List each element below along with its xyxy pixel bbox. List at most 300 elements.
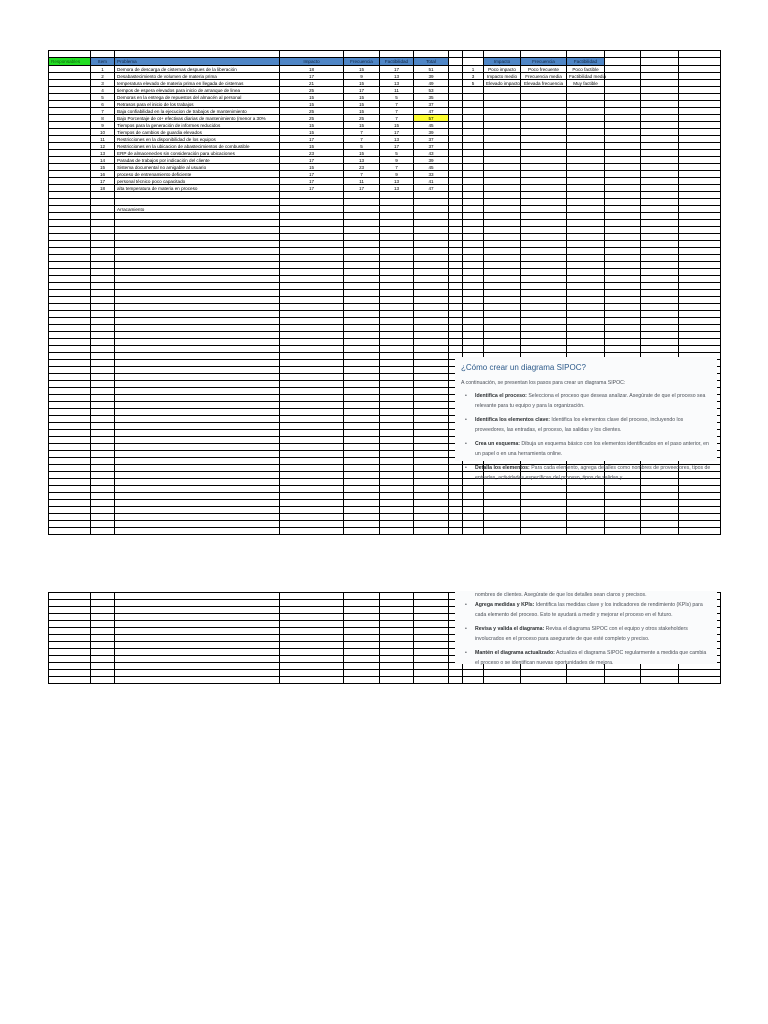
cell[interactable] <box>115 199 280 206</box>
cell[interactable] <box>49 255 91 262</box>
cell[interactable] <box>463 206 484 213</box>
cell[interactable] <box>463 486 484 493</box>
cell[interactable] <box>605 206 641 213</box>
cell[interactable] <box>605 262 641 269</box>
cell[interactable] <box>115 621 280 628</box>
cell[interactable] <box>344 593 380 600</box>
cell[interactable] <box>115 353 280 360</box>
item-cell[interactable]: 9 <box>91 122 115 129</box>
cell[interactable] <box>567 122 605 129</box>
cell[interactable] <box>484 670 521 677</box>
frequency-cell[interactable]: 11 <box>344 178 380 185</box>
cell[interactable] <box>344 367 380 374</box>
cell[interactable] <box>344 206 380 213</box>
cell[interactable] <box>679 507 721 514</box>
cell[interactable] <box>280 500 344 507</box>
cell[interactable] <box>605 304 641 311</box>
cell[interactable] <box>484 248 521 255</box>
cell[interactable] <box>49 465 91 472</box>
impact-cell[interactable]: 17 <box>280 185 344 192</box>
cell[interactable] <box>484 51 521 58</box>
cell[interactable] <box>449 325 463 332</box>
cell[interactable] <box>344 192 380 199</box>
cell[interactable] <box>380 409 414 416</box>
impact-cell[interactable]: 15 <box>280 143 344 150</box>
cell[interactable] <box>280 444 344 451</box>
cell[interactable] <box>641 500 679 507</box>
responsables-cell[interactable] <box>49 171 91 178</box>
cell[interactable] <box>380 248 414 255</box>
cell[interactable] <box>115 325 280 332</box>
cell[interactable] <box>567 500 605 507</box>
feasibility-cell[interactable]: 17 <box>380 66 414 73</box>
cell[interactable] <box>91 458 115 465</box>
cell[interactable] <box>414 276 449 283</box>
cell[interactable] <box>344 670 380 677</box>
cell[interactable] <box>567 325 605 332</box>
cell[interactable] <box>280 227 344 234</box>
cell[interactable] <box>280 521 344 528</box>
cell[interactable] <box>91 416 115 423</box>
cell[interactable] <box>567 192 605 199</box>
cell[interactable] <box>380 381 414 388</box>
cell[interactable] <box>344 642 380 649</box>
cell[interactable] <box>679 283 721 290</box>
cell[interactable] <box>91 521 115 528</box>
annotation-cell[interactable]: Arracamiento <box>115 206 280 213</box>
cell[interactable] <box>49 663 91 670</box>
problem-cell[interactable]: proceso de entrenamiento deficiente <box>115 171 280 178</box>
cell[interactable] <box>414 227 449 234</box>
cell[interactable] <box>49 297 91 304</box>
frequency-cell[interactable]: 17 <box>344 185 380 192</box>
cell[interactable] <box>641 241 679 248</box>
responsables-cell[interactable] <box>49 150 91 157</box>
cell[interactable] <box>463 101 484 108</box>
cell[interactable] <box>463 129 484 136</box>
item-cell[interactable]: 10 <box>91 129 115 136</box>
responsables-cell[interactable] <box>49 73 91 80</box>
cell[interactable] <box>484 241 521 248</box>
cell[interactable] <box>463 171 484 178</box>
cell[interactable] <box>91 51 115 58</box>
cell[interactable] <box>449 164 463 171</box>
feasibility-cell[interactable]: 13 <box>380 73 414 80</box>
cell[interactable] <box>280 507 344 514</box>
item-cell[interactable]: 2 <box>91 73 115 80</box>
cell[interactable] <box>605 108 641 115</box>
impact-cell[interactable]: 25 <box>280 115 344 122</box>
cell[interactable] <box>49 339 91 346</box>
problem-cell[interactable]: personal técnico poco capacitado <box>115 178 280 185</box>
cell[interactable] <box>679 178 721 185</box>
cell[interactable] <box>280 458 344 465</box>
cell[interactable] <box>380 472 414 479</box>
cell[interactable] <box>679 227 721 234</box>
cell[interactable] <box>344 614 380 621</box>
responsables-cell[interactable] <box>49 157 91 164</box>
cell[interactable] <box>463 150 484 157</box>
feasibility-cell[interactable]: 17 <box>380 143 414 150</box>
cell[interactable] <box>641 304 679 311</box>
cell[interactable] <box>449 185 463 192</box>
cell[interactable] <box>49 402 91 409</box>
cell[interactable] <box>641 283 679 290</box>
cell[interactable] <box>380 332 414 339</box>
cell[interactable] <box>521 514 567 521</box>
cell[interactable] <box>641 339 679 346</box>
cell[interactable] <box>280 332 344 339</box>
cell[interactable] <box>115 493 280 500</box>
impact-cell[interactable]: 15 <box>280 101 344 108</box>
cell[interactable] <box>344 444 380 451</box>
cell[interactable] <box>449 670 463 677</box>
feasibility-cell[interactable]: 13 <box>380 178 414 185</box>
cell[interactable] <box>380 402 414 409</box>
cell[interactable] <box>115 290 280 297</box>
cell[interactable] <box>521 248 567 255</box>
feasibility-cell[interactable]: 7 <box>380 115 414 122</box>
cell[interactable] <box>280 635 344 642</box>
cell[interactable] <box>484 206 521 213</box>
cell[interactable] <box>521 206 567 213</box>
cell[interactable] <box>641 129 679 136</box>
cell[interactable] <box>115 593 280 600</box>
cell[interactable] <box>280 486 344 493</box>
cell[interactable] <box>605 325 641 332</box>
cell[interactable] <box>605 129 641 136</box>
cell[interactable] <box>484 528 521 535</box>
cell[interactable] <box>605 87 641 94</box>
cell[interactable] <box>463 304 484 311</box>
cell[interactable] <box>679 339 721 346</box>
cell[interactable] <box>484 507 521 514</box>
cell[interactable] <box>380 614 414 621</box>
cell[interactable] <box>484 199 521 206</box>
cell[interactable] <box>380 262 414 269</box>
cell[interactable] <box>463 51 484 58</box>
cell[interactable] <box>91 297 115 304</box>
cell[interactable] <box>605 80 641 87</box>
cell[interactable] <box>49 600 91 607</box>
cell[interactable] <box>49 479 91 486</box>
cell[interactable] <box>49 248 91 255</box>
cell[interactable] <box>605 677 641 684</box>
cell[interactable] <box>380 51 414 58</box>
cell[interactable] <box>605 528 641 535</box>
cell[interactable] <box>605 199 641 206</box>
cell[interactable] <box>605 157 641 164</box>
cell[interactable] <box>115 528 280 535</box>
legend-score-cell[interactable]: 1 <box>463 66 484 73</box>
cell[interactable] <box>344 227 380 234</box>
cell[interactable] <box>605 507 641 514</box>
cell[interactable] <box>344 290 380 297</box>
cell[interactable] <box>344 318 380 325</box>
cell[interactable] <box>91 472 115 479</box>
cell[interactable] <box>567 486 605 493</box>
cell[interactable] <box>91 339 115 346</box>
problem-cell[interactable]: ERP de almacenecles sin consideración para ubicaciones <box>115 150 280 157</box>
problem-header[interactable]: Problema <box>115 58 280 66</box>
cell[interactable] <box>641 115 679 122</box>
cell[interactable] <box>679 51 721 58</box>
cell[interactable] <box>280 472 344 479</box>
cell[interactable] <box>49 451 91 458</box>
total-cell[interactable]: 45 <box>414 164 449 171</box>
cell[interactable] <box>605 486 641 493</box>
cell[interactable] <box>344 325 380 332</box>
cell[interactable] <box>641 311 679 318</box>
total-cell[interactable]: 57 <box>414 115 449 122</box>
cell[interactable] <box>484 514 521 521</box>
cell[interactable] <box>414 514 449 521</box>
cell[interactable] <box>91 607 115 614</box>
cell[interactable] <box>344 241 380 248</box>
cell[interactable] <box>567 318 605 325</box>
cell[interactable] <box>463 58 484 66</box>
cell[interactable] <box>91 276 115 283</box>
cell[interactable] <box>115 318 280 325</box>
feasibility-header[interactable]: Factibilidad <box>380 58 414 66</box>
cell[interactable] <box>115 521 280 528</box>
problem-cell[interactable]: Bajo Porcentaje de ot+ efectivas diarias de mantenimiento (menor a 30% <box>115 115 280 122</box>
cell[interactable] <box>679 234 721 241</box>
cell[interactable] <box>380 642 414 649</box>
cell[interactable] <box>414 528 449 535</box>
cell[interactable] <box>484 269 521 276</box>
cell[interactable] <box>414 451 449 458</box>
cell[interactable] <box>91 593 115 600</box>
cell[interactable] <box>679 670 721 677</box>
cell[interactable] <box>91 628 115 635</box>
cell[interactable] <box>521 234 567 241</box>
cell[interactable] <box>484 108 521 115</box>
total-cell[interactable]: 47 <box>414 185 449 192</box>
cell[interactable] <box>380 353 414 360</box>
cell[interactable] <box>414 255 449 262</box>
cell[interactable] <box>91 635 115 642</box>
cell[interactable] <box>679 115 721 122</box>
cell[interactable] <box>605 670 641 677</box>
cell[interactable] <box>49 521 91 528</box>
cell[interactable] <box>49 388 91 395</box>
cell[interactable] <box>344 311 380 318</box>
cell[interactable] <box>91 353 115 360</box>
cell[interactable] <box>449 115 463 122</box>
total-cell[interactable]: 41 <box>414 178 449 185</box>
cell[interactable] <box>605 115 641 122</box>
cell[interactable] <box>414 458 449 465</box>
cell[interactable] <box>414 635 449 642</box>
cell[interactable] <box>567 87 605 94</box>
cell[interactable] <box>344 423 380 430</box>
problem-cell[interactable]: tiempos de espera elevados para inicio de arranque de linea <box>115 87 280 94</box>
impact-cell[interactable]: 17 <box>280 73 344 80</box>
cell[interactable] <box>567 514 605 521</box>
cell[interactable] <box>567 150 605 157</box>
cell[interactable] <box>91 367 115 374</box>
cell[interactable] <box>49 353 91 360</box>
cell[interactable] <box>49 262 91 269</box>
cell[interactable] <box>280 353 344 360</box>
cell[interactable] <box>115 283 280 290</box>
cell[interactable] <box>463 290 484 297</box>
cell[interactable] <box>380 528 414 535</box>
cell[interactable] <box>380 649 414 656</box>
cell[interactable] <box>414 192 449 199</box>
cell[interactable] <box>567 171 605 178</box>
cell[interactable] <box>414 663 449 670</box>
cell[interactable] <box>605 339 641 346</box>
cell[interactable] <box>49 304 91 311</box>
cell[interactable] <box>463 332 484 339</box>
cell[interactable] <box>449 73 463 80</box>
cell[interactable] <box>414 423 449 430</box>
cell[interactable] <box>679 241 721 248</box>
cell[interactable] <box>679 346 721 353</box>
problem-cell[interactable]: alta temperatura de materia en proceso <box>115 185 280 192</box>
cell[interactable] <box>521 192 567 199</box>
frequency-cell[interactable]: 15 <box>344 94 380 101</box>
cell[interactable] <box>641 269 679 276</box>
cell[interactable] <box>463 122 484 129</box>
cell[interactable] <box>49 409 91 416</box>
cell[interactable] <box>484 325 521 332</box>
total-cell[interactable]: 39 <box>414 157 449 164</box>
cell[interactable] <box>344 479 380 486</box>
cell[interactable] <box>449 290 463 297</box>
cell[interactable] <box>679 66 721 73</box>
cell[interactable] <box>380 458 414 465</box>
cell[interactable] <box>414 677 449 684</box>
cell[interactable] <box>414 283 449 290</box>
cell[interactable] <box>91 493 115 500</box>
cell[interactable] <box>414 381 449 388</box>
cell[interactable] <box>115 234 280 241</box>
total-cell[interactable]: 51 <box>414 66 449 73</box>
responsables-cell[interactable] <box>49 143 91 150</box>
cell[interactable] <box>521 51 567 58</box>
cell[interactable] <box>49 367 91 374</box>
cell[interactable] <box>414 262 449 269</box>
responsables-cell[interactable] <box>49 94 91 101</box>
cell[interactable] <box>449 507 463 514</box>
cell[interactable] <box>91 621 115 628</box>
cell[interactable] <box>449 528 463 535</box>
cell[interactable] <box>567 206 605 213</box>
cell[interactable] <box>344 262 380 269</box>
problem-cell[interactable]: Paradas de trabajos por indicación del cliente <box>115 157 280 164</box>
cell[interactable] <box>380 628 414 635</box>
cell[interactable] <box>463 227 484 234</box>
cell[interactable] <box>414 430 449 437</box>
cell[interactable] <box>521 521 567 528</box>
cell[interactable] <box>521 255 567 262</box>
cell[interactable] <box>49 283 91 290</box>
cell[interactable] <box>521 297 567 304</box>
cell[interactable] <box>414 339 449 346</box>
cell[interactable] <box>49 213 91 220</box>
cell[interactable] <box>115 677 280 684</box>
cell[interactable] <box>567 108 605 115</box>
cell[interactable] <box>567 94 605 101</box>
cell[interactable] <box>49 437 91 444</box>
impact-cell[interactable]: 17 <box>280 178 344 185</box>
cell[interactable] <box>641 80 679 87</box>
cell[interactable] <box>380 192 414 199</box>
responsables-cell[interactable] <box>49 115 91 122</box>
cell[interactable] <box>484 500 521 507</box>
cell[interactable] <box>280 318 344 325</box>
cell[interactable] <box>521 150 567 157</box>
cell[interactable] <box>463 269 484 276</box>
frequency-header[interactable]: Frecuencia <box>344 58 380 66</box>
cell[interactable] <box>49 346 91 353</box>
cell[interactable] <box>91 642 115 649</box>
total-cell[interactable]: 35 <box>414 94 449 101</box>
cell[interactable] <box>344 663 380 670</box>
cell[interactable] <box>449 493 463 500</box>
cell[interactable] <box>641 297 679 304</box>
cell[interactable] <box>521 262 567 269</box>
cell[interactable] <box>641 58 679 66</box>
cell[interactable] <box>414 213 449 220</box>
cell[interactable] <box>115 241 280 248</box>
cell[interactable] <box>344 451 380 458</box>
legend-feasibility-cell[interactable]: Muy factible <box>567 80 605 87</box>
cell[interactable] <box>605 185 641 192</box>
cell[interactable] <box>449 227 463 234</box>
cell[interactable] <box>463 108 484 115</box>
cell[interactable] <box>449 339 463 346</box>
problem-cell[interactable]: Demora de descarga de cisternas despues de la liberación <box>115 66 280 73</box>
impact-cell[interactable]: 17 <box>280 171 344 178</box>
cell[interactable] <box>605 136 641 143</box>
legend-impact-cell[interactable]: Impacto medio <box>484 73 521 80</box>
cell[interactable] <box>521 94 567 101</box>
cell[interactable] <box>641 227 679 234</box>
responsables-cell[interactable] <box>49 185 91 192</box>
cell[interactable] <box>344 269 380 276</box>
cell[interactable] <box>484 157 521 164</box>
cell[interactable] <box>605 283 641 290</box>
cell[interactable] <box>280 670 344 677</box>
cell[interactable] <box>484 150 521 157</box>
cell[interactable] <box>605 171 641 178</box>
cell[interactable] <box>463 87 484 94</box>
cell[interactable] <box>641 276 679 283</box>
responsables-header[interactable]: Responsables <box>49 58 91 66</box>
legend-frequency-header[interactable]: Frecuencia <box>521 58 567 66</box>
cell[interactable] <box>641 171 679 178</box>
cell[interactable] <box>91 360 115 367</box>
cell[interactable] <box>449 276 463 283</box>
cell[interactable] <box>605 332 641 339</box>
cell[interactable] <box>380 635 414 642</box>
cell[interactable] <box>280 192 344 199</box>
cell[interactable] <box>641 493 679 500</box>
cell[interactable] <box>344 360 380 367</box>
cell[interactable] <box>115 600 280 607</box>
cell[interactable] <box>567 528 605 535</box>
cell[interactable] <box>49 311 91 318</box>
cell[interactable] <box>344 283 380 290</box>
cell[interactable] <box>91 514 115 521</box>
cell[interactable] <box>679 122 721 129</box>
item-cell[interactable]: 17 <box>91 178 115 185</box>
cell[interactable] <box>91 199 115 206</box>
